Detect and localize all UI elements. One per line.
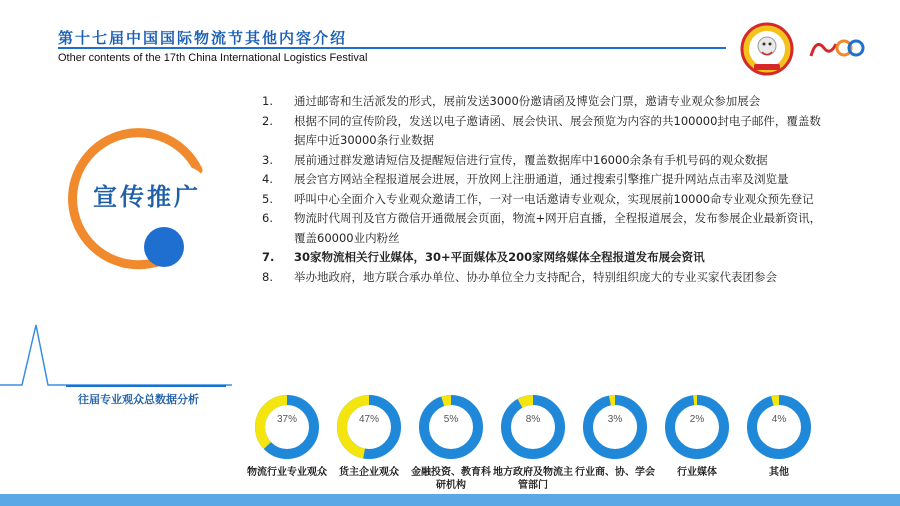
list-item: 7. 30家物流相关行业媒体，30+平面媒体及200家网络媒体全程报道发布展会资讯	[262, 250, 705, 264]
donut-ring	[670, 400, 724, 454]
festival-mascot-logo	[740, 22, 794, 76]
category-label: 行业商、协、学会	[575, 467, 655, 478]
donut-chart	[493, 392, 573, 491]
data-label: 8%	[525, 414, 541, 425]
data-label: 47%	[358, 414, 379, 425]
page-title: 第十七届中国国际物流节其他内容介绍	[58, 29, 348, 47]
promotion-list	[262, 92, 822, 287]
topic-title: 宣传推广	[93, 182, 201, 211]
category-label: 货主企业观众	[339, 467, 399, 478]
page-subtitle: Other contents of the 17th China International Logistics Festival	[58, 52, 368, 64]
donut-chart	[744, 392, 814, 478]
list-item: 8. 举办地政府，地方联合承办单位、协办单位全力支持配合，特别组织庞大的专业买家代表团参会	[262, 269, 777, 284]
donut-ring	[588, 400, 642, 454]
donut-chart	[662, 392, 732, 478]
bottom-bar	[0, 494, 900, 506]
category-label: 地方政府及物流主管部门	[493, 467, 573, 491]
category-label: 行业媒体	[677, 467, 717, 478]
category-label: 金融投资、教育科研机构	[411, 467, 491, 491]
data-label: 37%	[276, 414, 297, 425]
donut-chart	[247, 392, 327, 478]
donut-ring	[424, 400, 478, 454]
data-label: 2%	[689, 414, 705, 425]
data-label: 4%	[771, 414, 787, 425]
list-item: 3. 展前通过群发邀请短信及提醒短信进行宣传，覆盖数据库中16000余条有手机号码的观众数据	[262, 152, 768, 167]
section-divider	[66, 385, 226, 387]
donut-chart-row	[247, 392, 822, 500]
exhibition-logo	[806, 22, 866, 76]
donut-chart	[334, 392, 404, 478]
category-label: 其他	[769, 467, 789, 478]
donut-chart	[411, 392, 491, 491]
data-label: 5%	[443, 414, 459, 425]
donut-ring	[506, 400, 560, 454]
donut-ring	[752, 400, 806, 454]
donut-chart	[575, 392, 655, 478]
data-label: 3%	[607, 414, 623, 425]
list-item: 1. 通过邮寄和生活派发的形式，展前发送3000份邀请函及博览会门票，邀请专业观众参加展会	[262, 94, 761, 108]
category-label: 物流行业专业观众	[247, 467, 327, 478]
decorative-graphic	[0, 85, 260, 405]
list-item: 2. 根据不同的宣传阶段，发送以电子邀请函、展会快讯、展会预览为内容的共100000封电子邮件，覆盖数据库中近30000条行业数据	[262, 113, 821, 147]
stats-section-title: 往届专业观众总数据分析	[78, 393, 199, 406]
title-divider	[58, 47, 726, 49]
list-item: 5. 呼叫中心全面介入专业观众邀请工作，一对一电话邀请专业观众，实现展前10000命专业观众预先登记	[262, 191, 814, 206]
list-item: 6. 物流时代周刊及官方微信开通微展会页面，物流+网开启直播，全程报道展会，发布参展企业最新资讯，覆盖60000业内粉丝	[262, 211, 822, 245]
list-item: 4. 展会官方网站全程报道展会进展，开放网上注册通道，通过搜索引擎推广提升网站点击率及浏览量	[262, 172, 789, 186]
